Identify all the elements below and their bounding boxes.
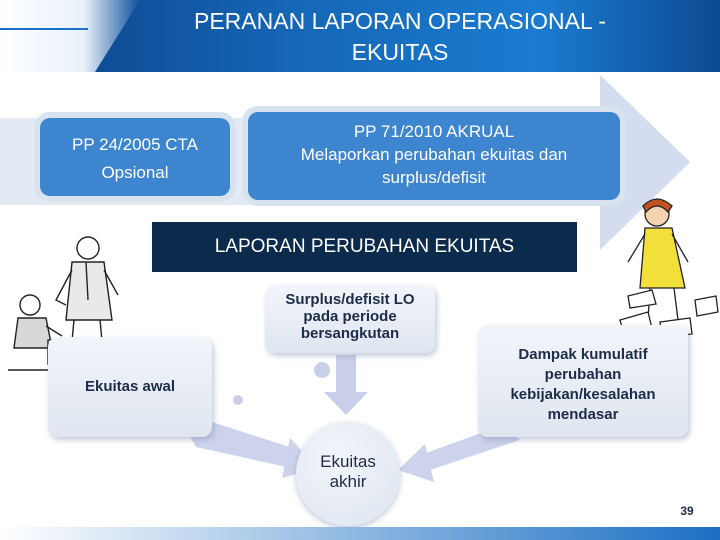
pp2-line-1: PP 71/2010 AKRUAL xyxy=(353,122,515,141)
dampak-kumulatif-box xyxy=(478,325,688,437)
pp2-line-2: Melaporkan perubahan ekuitas dan xyxy=(300,145,568,164)
title-line-1: PERANAN LAPORAN OPERASIONAL - xyxy=(194,8,606,34)
ekuitas-awal-box: Ekuitas awal xyxy=(48,337,212,437)
down-arrow-shaft xyxy=(336,355,356,395)
ekuitas-akhir-circle xyxy=(296,422,400,526)
dampak-line-4: mendasar xyxy=(547,406,619,423)
akhir-line-2: akhir xyxy=(329,472,367,491)
page-number: 39 xyxy=(680,504,694,518)
pp-24-2005-box xyxy=(40,118,230,196)
pp1-line-1: PP 24/2005 CTA xyxy=(71,135,198,154)
dampak-line-1: Dampak kumulatif xyxy=(518,346,648,363)
footer-bar xyxy=(0,527,720,540)
right-arrow-head xyxy=(398,444,434,482)
down-arrow-head xyxy=(324,392,368,415)
surplus-line-2: pada periode xyxy=(303,308,397,325)
surplus-defisit-box xyxy=(265,285,435,353)
pp-71-2010-box xyxy=(248,112,620,200)
dampak-line-2: perubahan xyxy=(544,366,622,383)
report-title-band: LAPORAN PERUBAHAN EKUITAS xyxy=(152,222,577,272)
dampak-line-3: kebijakan/kesalahan xyxy=(510,386,656,403)
surplus-line-1: Surplus/defisit LO xyxy=(285,291,415,308)
title-line-2: EKUITAS xyxy=(351,39,449,65)
pp2-line-3: surplus/defisit xyxy=(382,168,486,187)
decor-dot xyxy=(314,362,330,378)
decor-dot xyxy=(233,395,243,405)
akhir-line-1: Ekuitas xyxy=(320,452,376,471)
woman-illustration xyxy=(620,199,718,338)
pp1-line-2: Opsional xyxy=(101,163,169,182)
surplus-line-3: bersangkutan xyxy=(300,325,400,342)
